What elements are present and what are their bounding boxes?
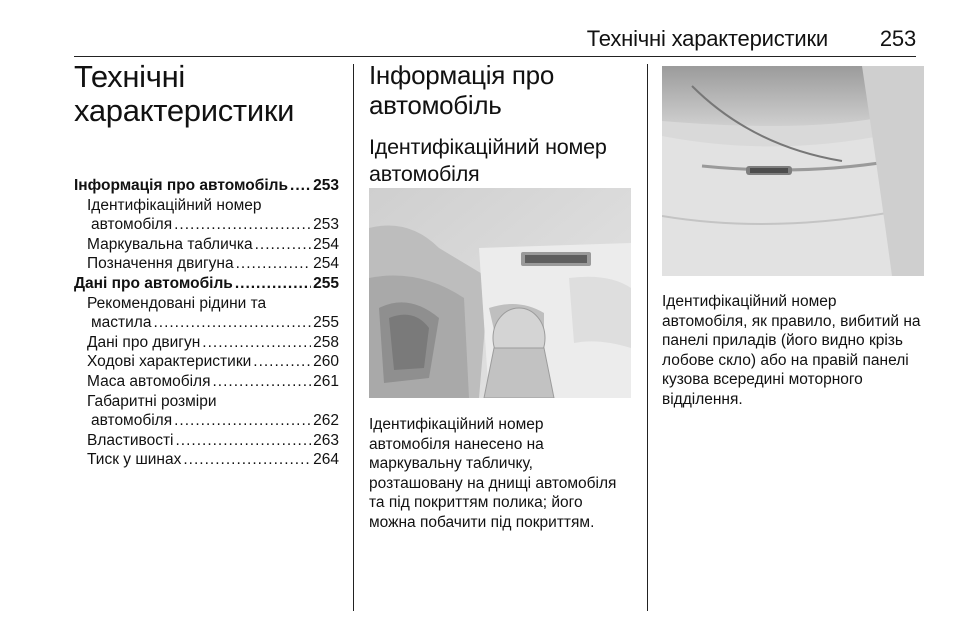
chapter-title-line-2: характеристики [74,93,295,128]
toc-entry-fluids-line1[interactable]: Рекомендовані рідини та [87,294,267,312]
vehicle-info-column [369,60,632,188]
section-heading: Інформація про автомобіль [369,60,554,120]
column-divider-2 [647,64,648,611]
toc-entry-capacities[interactable]: Властивості ..... 263 [74,431,339,451]
toc-entry-vin[interactable]: автомобіля ..... 253 [74,215,339,235]
running-header [0,26,916,52]
toc-entry-weight[interactable]: Маса автомобіля ..... 261 [74,372,339,392]
toc-entry-engine-id[interactable]: Позначення двигуна ..... 254 [74,254,339,274]
chapter-contents-column [74,60,339,470]
toc-entry-vehicle-data[interactable]: Дані про автомобіль ..... 255 [74,274,339,294]
toc-entry-tyre-pressure[interactable]: Тиск у шинах ..... 264 [74,450,339,470]
toc-entry-fluids[interactable]: мастила ..... 255 [74,313,339,333]
toc-entry-dimensions-line1[interactable]: Габаритні розміри [87,392,217,410]
windscreen-vin-illustration [662,66,924,276]
chapter-title [74,60,339,128]
toc-entry-vin-line1[interactable]: Ідентифікаційний номер [87,196,262,214]
toc-entry-engine-data[interactable]: Дані про двигун ..... 258 [74,333,339,353]
windscreen-vin-caption: Ідентифікаційний номер автомобіля, як правило, вибитий на панелі приладів (його видно крізь лобове скло) або на правій панелі кузова всередині моторного відділення. [662,293,921,408]
subsection-heading: Ідентифікаційний номер автомобіля [369,135,607,186]
running-header-title: Технічні характеристики [586,26,828,51]
toc-entry-plate[interactable]: Маркувальна табличка ..... 254 [74,235,339,255]
column-divider-1 [353,64,354,611]
floor-vin-plate-illustration [369,188,631,398]
table-of-contents [74,176,339,470]
toc-entry-dimensions[interactable]: автомобіля ..... 262 [74,411,339,431]
floor-vin-caption: Ідентифікаційний номер автомобіля нанесено на маркувальну табличку, розташовану на днищі автомобіля та під покриттям полика; його можна побачити під покриттям. [369,416,617,531]
page-number: 253 [879,26,916,51]
toc-entry-vehicle-info[interactable]: Інформація про автомобіль ..... 253 [74,176,339,196]
toc-entry-performance[interactable]: Ходові характеристики ..... 260 [74,352,339,372]
header-rule [74,56,916,57]
chapter-title-line-1: Технічні [74,59,186,94]
